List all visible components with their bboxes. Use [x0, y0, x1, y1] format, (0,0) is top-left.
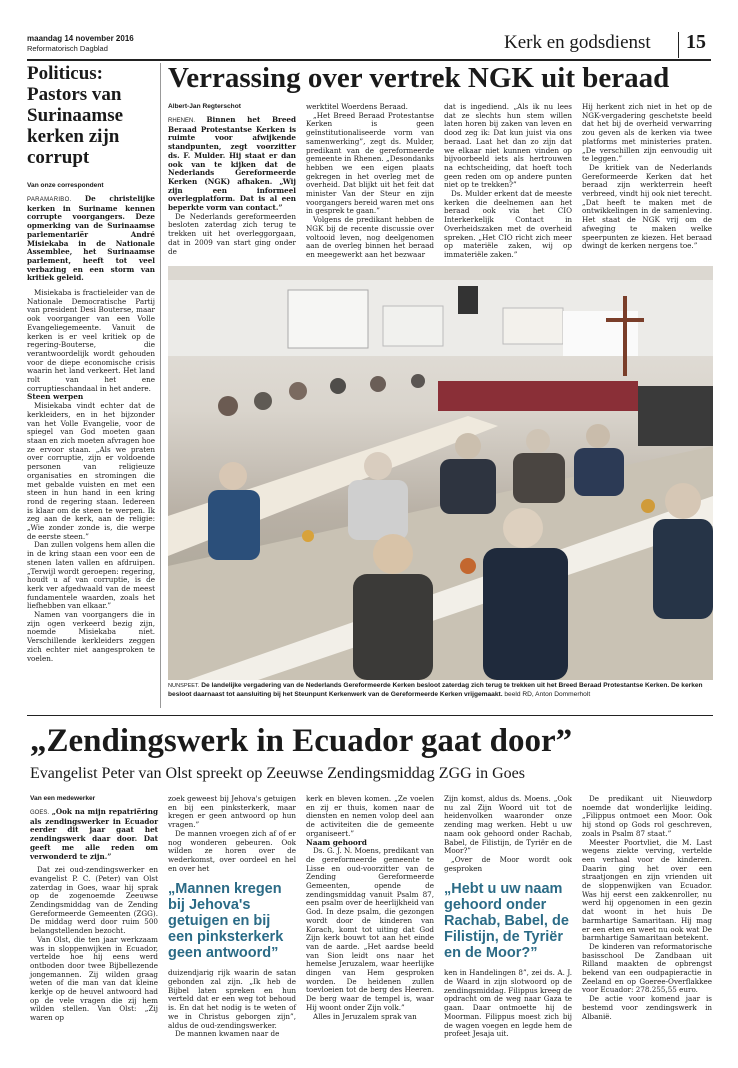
article2-col5: [582, 795, 712, 1021]
article2-lead: „Ook na mijn repatriëring als zendingswerker in Ecuador eerder dit jaar gaat het zendingswerk daar door. Dat geeft me alle reden om verwonderd te zijn.”: [30, 807, 158, 861]
meeting-photo: [168, 266, 713, 680]
sidebar-byline: Van onze correspondent: [27, 182, 104, 189]
article2-paragraph: Meester Poortvliet, die M. Last wegens ziekte verving, vertelde een verhaal voor de kinderen. Daarin ging het over een straatjongen en zijn vrienden uit de sloppenwijken van Ecuador. Was hij eerst een zakkenroller, nu werd hij opgenomen in een gezin dat woont in het huis De barmhartige Samaritaan. Hij mag er een eten en weet nu ook wat De barmhartige Samaritaan betekent.: [582, 837, 712, 943]
article2-subhead: Naam gehoord: [306, 837, 367, 847]
article2-col3: [306, 795, 434, 1021]
article2-paragraph: De mannen vroegen zich af of er nog wonderen gebeuren. Ook wilden ze horen over de wederkomst, over oordeel en hel en over het: [168, 828, 296, 873]
section-title: Kerk en godsdienst: [504, 32, 651, 53]
article1-col4: [582, 103, 712, 251]
sidebar-paragraph: Dan zullen volgens hem allen die in de kring staan een voor een de stenen laten vallen en afdruipen. „Terwijl wordt geroepen: regering, houdt u af van corruptie, is de kerk ver afgedwaald van de meest fundamentele waarden, zoals het liefhebben van elkaar.”: [27, 540, 155, 611]
article2-paragraph: Zijn komst, aldus ds. Moens. „Ook nu zal Zijn Woord uit tot de heidenvolken waaronder onze zending mag werken. Hebt u uw naam ook gehoord onder Rachab, Babel, de Filistijn, de Tyriër en de Moor?”: [444, 794, 572, 856]
column-divider: [160, 63, 161, 708]
article1-headline: Verrassing over vertrek NGK uit beraad: [168, 62, 670, 94]
article2-paragraph: De predikant uit Nieuwdorp noemde dat wonderlijke leiding. „Filippus ontmoet een Moor. Ook hij stond op Gods rol geschreven, zoals in Psalm 87 staat.”: [582, 794, 712, 838]
article2-paragraph: kerk en bleven komen. „Ze voelen en zij er thuis, komen naar de diensten en nemen volop deel aan de activiteiten die de gemeente organiseert.”: [306, 794, 434, 838]
sidebar-body: [27, 195, 155, 663]
paper-name: Reformatorisch Dagblad: [27, 44, 108, 53]
article1-lead: Binnen het Breed Beraad Protestantse Kerken is ruimte voor afwijkende standpunten, zegt voorzitter ds. F. Mulder. Hij staat er dan ook van te kijken dat de Nederlands Gereformeerde Kerken (NGK) afhaken. „Wij zijn een informeel overlegplatform. Dat is al een beperkte vorm van contact.”: [168, 115, 296, 213]
article1-col2: [306, 103, 434, 260]
section-rule: [27, 715, 713, 716]
page-number: 15: [686, 31, 706, 53]
article2-paragraph: duizendjarig rijk waarin de satan gebonden zal zijn. „Ik heb de Bijbel laten spreken en hun verteld dat er een weg tot behoud is. En dat het nodig is te weten of we in Christus geborgen zijn”, aldus de oud-zendingswerker.: [168, 968, 296, 1030]
article2-paragraph: Dat zei oud-zendingswerker en evangelist P. C. (Peter) van Olst zaterdag in Goes, waar hij sprak op de zogenoemde Zeeuwse Zendingsmiddag van de Zending Gereformeerde Gemeenten (ZGG). De middag werd door ruim 500 belangstellenden bezocht.: [30, 865, 158, 936]
article1-dateline: RHENEN.: [168, 118, 196, 124]
article2-paragraph: De kinderen van reformatorische basisschool De Zandbaan uit Rilland maakten de opbrengst bekend van een oudpapieractie in Zeeland en op Goeree-Overflakkee voor Ecuador: 278.255,55 euro.: [582, 941, 712, 995]
article1-paragraph: De Nederlands gereformeerden besloten zaterdag zich terug te trekken uit het overleggorgaan, dat in 2009 van start ging onder de: [168, 211, 296, 256]
article1-byline: Albert-Jan Regterschot: [168, 103, 241, 110]
article2-paragraph: ken in Handelingen 8”, zei ds. A. J. de Waard in zijn slotwoord op de zendingsmiddag. Filippus kreeg de opdracht om de weg naar Gaza te gaan. Daar ontmoette hij de Moorman. Filippus moest zich bij de wagen voegen en legde hem de profeet Jesaja uit.: [444, 968, 572, 1039]
article1-paragraph: dat is ingediend. „Als ik nu lees dat ze slechts hun stem willen laten horen bij zaken van leven en dood zeg ik: Dat kun juist via ons beraad. Laat het dan zo zijn dat we elkaar niet kunnen vinden op bijvoorbeeld iets als hertrouwen na echtscheiding, dat hoeft toch geen reden om op andere punten niet op te trekken?”: [444, 102, 572, 190]
article1-paragraph: Hij herkent zich niet in het op de NGK-vergadering geschetste beeld dat het bij de overheid verwarring zou geven als de kerken via twee platforms met ministeries praten. „De verschillen zijn eenvoudig uit te leggen.”: [582, 102, 712, 164]
article2-paragraph: De mannen kwamen naar de: [175, 1029, 280, 1039]
sidebar-lead: De christelijke kerken in Suriname kennen corrupte voorgangers. Deze opmerking van de Surinaamse parlementariër André Misiekaba in de Nationale Assemblee, het Surinaamse parlement, heeft tot veel verbazing en een storm van kritiek geleid.: [27, 194, 155, 283]
article2-col2: [168, 795, 296, 1039]
sidebar-subhead: Steen werpen: [27, 392, 84, 402]
issue-date: maandag 14 november 2016: [27, 34, 134, 43]
article2-paragraph: Alles in Jeruzalem sprak van: [313, 1011, 417, 1021]
article2-headline: „Zendingswerk in Ecuador gaat door”: [30, 723, 573, 759]
sidebar-paragraph: Namen van voorgangers die in zijn ogen verkeerd bezig zijn, noemde Misiekaba niet. Verschillende kerkleiders zeggen zich echter niet aangesproken te voelen.: [27, 610, 155, 663]
article2-paragraph: Van Olst, die ten jaar werkzaam was in sloppenwijken in Ecuador, vertelde hoe hij eens werd ontboden door twee Bijbellezende jongemannen. Zij wilden graag weten of die man van dat kleine kerkje op de heuvel antwoord had op de vele vragen die zij hem wilden stellen. Van Olst: „Zij waren op: [30, 934, 158, 1023]
article2-paragraph: Ds. G. J. N. Moens, predikant van de gereformeerde gemeente te Lisse en oud-voorzitter van de Zending Gereformeerde Gemeenten, opende de zendingsmiddag vanuit Psalm 87, een psalm over de heerlijkheid van God. In deze psalm, die gezongen wordt door de kinderen van Korach, komt tot uiting dat God Zijn kerk bouwt tot aan het einde van de aarde. „Het aardse beeld van Sion leidt ons naar het hemelse Jeruzalem, waar heerlijke dingen van Hem gesproken worden. De heidenen zullen toevloeien tot de berg des Heeren. De berg waar de tempel is, waar Hij woont onder Zijn volk.”: [306, 846, 434, 1012]
article2-paragraph: zoek geweest bij Jehova's getuigen en bij een pinksterkerk, maar kregen er geen antwoord op hun vragen.”: [168, 794, 296, 830]
article1-paragraph: De kritiek van de Nederlands Gereformeerde Kerken dat het beraad zijn werkterrein heeft verbreed, vindt hij ook niet terecht. „Dat heeft te maken met de ontwikkelingen in de samenleving. Het staat de NGK vrij om de afweging te maken welke speerpunten ze kiezen. Het beraad dwingt de kerken nergens toe.”: [582, 162, 712, 251]
article1-paragraph: werktitel Woerdens Beraad.: [306, 102, 408, 111]
article2-byline: Van een medewerker: [30, 795, 96, 802]
sidebar-dateline: PARAMARIBO.: [27, 197, 72, 203]
article2-paragraph: De actie voor komend jaar is bestemd voor zendingswerk in Albanië.: [582, 994, 712, 1021]
article2-col4: [444, 795, 572, 1039]
article1-paragraph: Volgens de predikant hebben de NGK bij de recente discussie over voltooid leven, nog deelgenomen aan de overleg binnen het beraad en meegewerkt aan het bezwaar: [306, 215, 434, 259]
masthead-divider: [678, 32, 679, 58]
article2-paragraph: „Over de Moor wordt ook gesproken: [444, 854, 572, 873]
article1-col3: [444, 103, 572, 260]
article2-col1: [30, 795, 158, 1023]
pull-quote-rachab: „Hebt u uw naam gehoord onder Rachab, Babel, de Filistijn, de Tyriër en de Moor?”: [444, 881, 569, 962]
sidebar-article: [27, 63, 155, 663]
article2-dateline: GOES.: [30, 810, 50, 816]
caption-text: De landelijke vergadering van de Nederlands Gereformeerde Kerken besloot zaterdag zich terug te trekken uit het Breed Beraad Protestantse Kerken. De kerken besloot daarnaast tot aansluiting bij het Steunpunt Kerkenwerk van de Gereformeerde Kerken vrijgemaakt.: [168, 682, 703, 698]
pull-quote-jehova: „Mannen kregen bij Jehova's getuigen en bij een pinksterkerk geen antwoord”: [168, 881, 284, 962]
article1-paragraph: „Het Breed Beraad Protestantse Kerken is geen geïnstitutionaliseerde vorm van samenwerking”, zegt ds. Mulder, predikant van de gereformeerde gemeente in Rhenen. „Desondanks hebben we een eigen plaats gekregen in het overleg met de overheid. Dat blijkt uit het feit dat minister Van der Steur en zijn voorgangers bereid waren met ons in gesprek te gaan.”: [306, 110, 434, 216]
sidebar-paragraph: Misiekaba is fractieleider van de Nationale Democratische Partij van president Desi Bouterse, maar ook voorganger van een Volle Evangeliegemeente. Vanuit de kerken is er veel kritiek op de regering-Bouterse, die verantwoordelijk wordt gehouden voor de diepe economische crisis waarin het land verkeert. Het land rolt van het ene corruptieschandaal in het andere.: [27, 288, 155, 393]
photo-credit: beeld RD, Anton Dommerholt: [504, 690, 591, 698]
meeting-photo-illustration: [168, 266, 713, 680]
sidebar-headline: Politicus: Pastors van Surinaamse kerken zijn corrupt: [27, 63, 124, 168]
article2-subtitle: Evangelist Peter van Olst spreekt op Zeeuwse Zendingsmiddag ZGG in Goes: [30, 765, 525, 782]
article1-col1: [168, 103, 296, 256]
photo-caption: [168, 682, 713, 699]
sidebar-paragraph: Misiekaba vindt echter dat de kerkleiders, en in het bijzonder van het Volle Evangelie, voor de spiegel van God moeten gaan staan en zich moeten afvragen hoe ze ervoor staan. „Als we praten over corruptie, zijn er voldoende personen van religieuze organisaties en stromingen die met gebalde vuisten en met een steen in hun hand in een kring rond de regering staan. Iedereen is klaar om de steen te werpen. Ik zeg aan de kerk, aan de religie: „Wie zonder zonde is, die werpe de eerste steen.”: [27, 401, 155, 541]
caption-dateline: NUNSPEET.: [168, 683, 200, 689]
article1-paragraph: Ds. Mulder erkent dat de meeste kerken die deelnemen aan het beraad ook via het CIO Interkerkelijk Contact in Overheidszaken met de overheid spreken. „Het CIO richt zich meer op materiële zaken, wij op immateriële zaken.”: [444, 189, 572, 259]
